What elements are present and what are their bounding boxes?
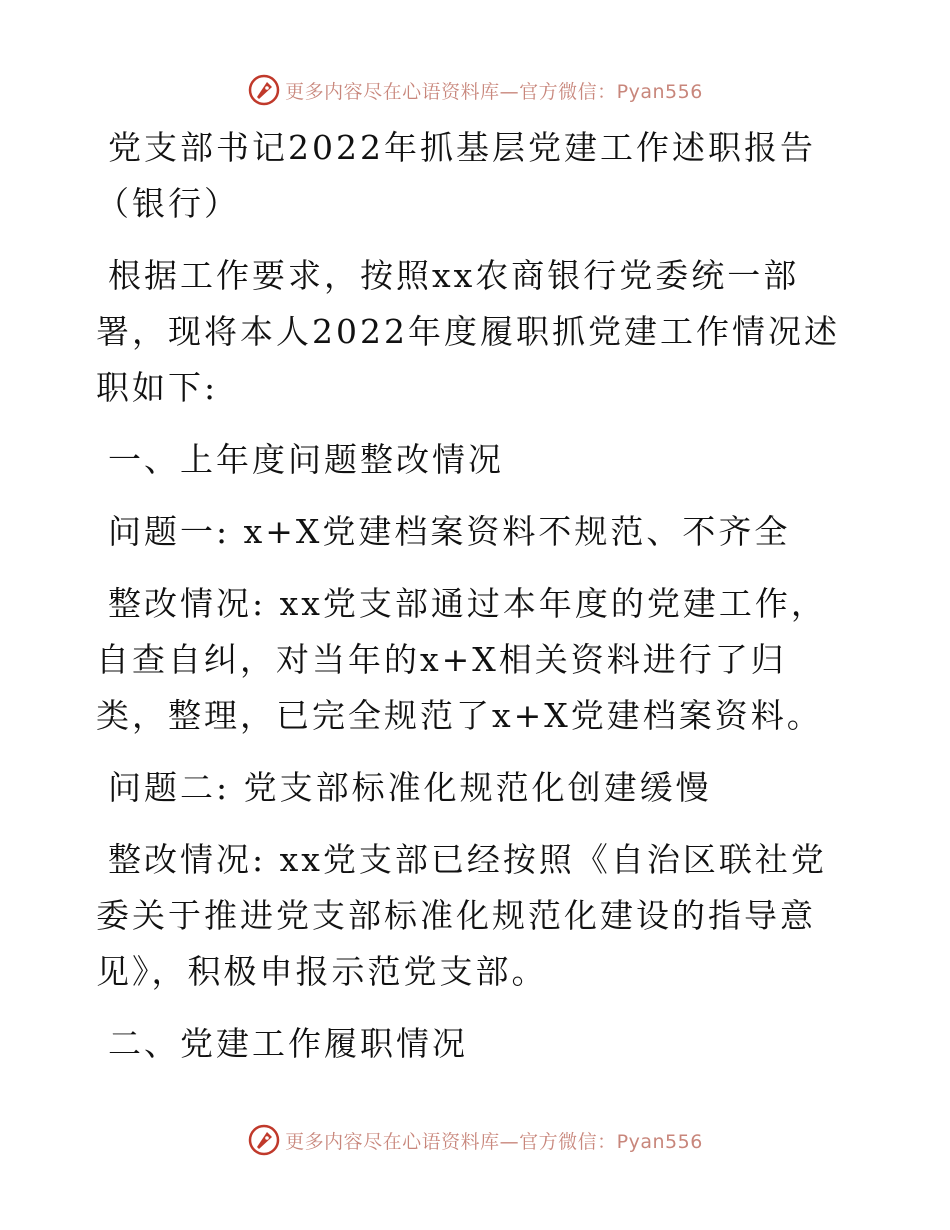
issue-1: 问题一: x+X党建档案资料不规范、不齐全 bbox=[108, 512, 791, 551]
document-body bbox=[96, 120, 856, 1088]
pen-nib-logo-icon bbox=[247, 73, 281, 107]
section-heading-2: 二、党建工作履职情况 bbox=[108, 1024, 468, 1063]
watermark-header bbox=[0, 70, 950, 110]
document-title: 党支部书记2022年抓基层党建工作述职报告（银行） bbox=[96, 128, 816, 223]
section-heading-1: 一、上年度问题整改情况 bbox=[108, 440, 504, 479]
watermark-footer bbox=[0, 1120, 950, 1160]
rectification-2: 整改情况: xx党支部已经按照《自治区联社党委关于推进党支部标准化规范化建设的指导意见》，积极申报示范党支部。 bbox=[96, 840, 827, 991]
intro-paragraph: 根据工作要求，按照xx农商银行党委统一部署，现将本人2022年度履职抓党建工作情况述职如下: bbox=[96, 256, 840, 407]
pen-nib-logo-icon bbox=[247, 1123, 281, 1157]
issue-2: 问题二: 党支部标准化规范化创建缓慢 bbox=[108, 768, 712, 807]
watermark-text: 更多内容尽在心语资料库—官方微信：Pyan556 bbox=[285, 1130, 703, 1153]
rectification-1: 整改情况: xx党支部通过本年度的党建工作，自查自纠，对当年的x+X相关资料进行了归类，整理，已完全规范了x+X党建档案资料。 bbox=[96, 584, 827, 735]
watermark-text: 更多内容尽在心语资料库—官方微信：Pyan556 bbox=[285, 80, 703, 103]
